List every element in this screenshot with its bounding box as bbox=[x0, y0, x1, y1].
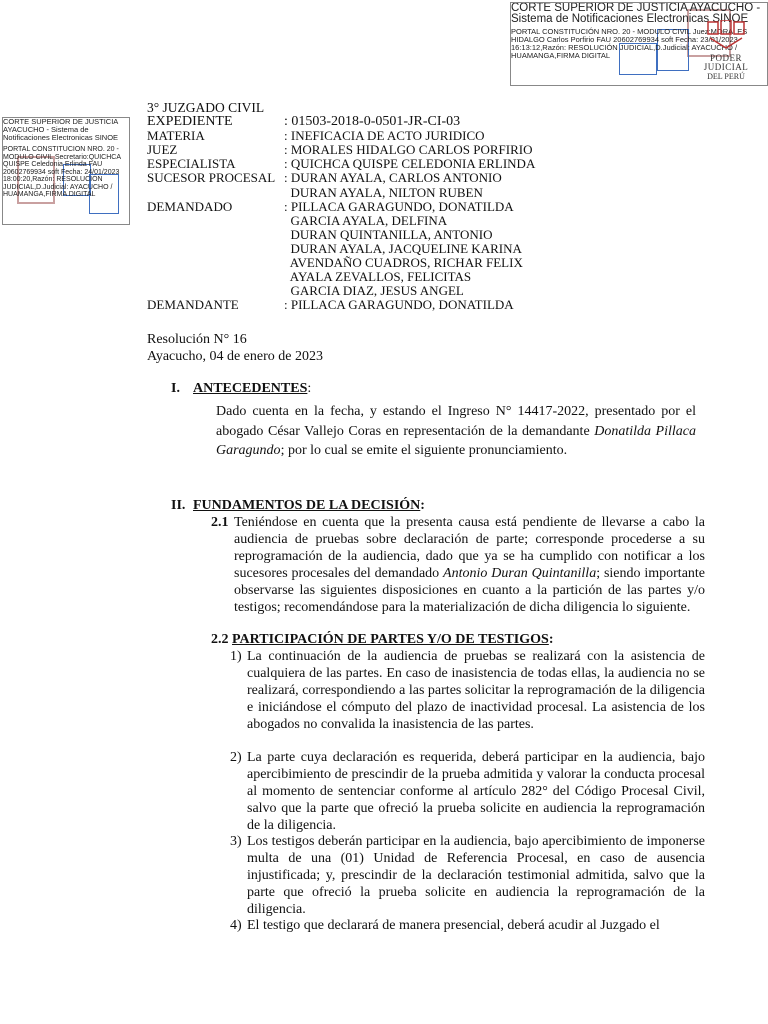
demandado-value: GARCIA DIAZ, JESUS ANGEL bbox=[284, 283, 464, 299]
defendant-name: Antonio Duran Quintanilla bbox=[443, 565, 597, 581]
demandado-value: GARCIA AYALA, DELFINA bbox=[284, 212, 448, 228]
stamp-details: PORTAL CONSTITUCIÓN NRO. 20 - MODULO CIVIL Juez:MORALES HIDALGO Carlos Porfirio FAU 20602769934 soft Fecha: 23/01/2023 16:13:12,Razón: RESOLUCIÓN JUDICIAL,D.Judicial: AYACUCHO / HUAMANGA,FIRMA DIGITAL bbox=[511, 27, 748, 60]
header-row-demandante bbox=[147, 298, 535, 312]
demandado-value: DURAN AYALA, JACQUELINE KARINA bbox=[284, 240, 522, 256]
digital-signature-stamp-judge bbox=[510, 2, 768, 86]
demandado-value: : PILLACA GARAGUNDO, DONATILDA bbox=[284, 198, 514, 214]
demandado-value: AYALA ZEVALLOS, FELICITAS bbox=[284, 269, 472, 285]
list-item: La parte cuya declaración es requerida, deberá participar en la audiencia, bajo apercibimiento de prescindir de la prueba admitida y valorar la conducta procesal al momento de sentenciar conforme al artículo 282° del Código Procesal Civil, salvo que la parte que ofreció la prueba solicite en audiencia la reprogramación de la diligencia. bbox=[247, 750, 705, 833]
resolution-place-date: Ayacucho, 04 de enero de 2023 bbox=[147, 349, 323, 364]
demandado-value: AVENDAÑO CUADROS, RICHAR FELIX bbox=[284, 255, 523, 271]
logo-text-line1: PODER JUDICIAL bbox=[703, 53, 749, 72]
juez-value: : MORALES HIDALGO CARLOS PORFIRIO bbox=[284, 142, 533, 158]
section-title: ANTECEDENTES bbox=[193, 381, 308, 396]
paragraph-number: 2.2 bbox=[211, 632, 229, 647]
court-name: 3° JUZGADO CIVIL bbox=[147, 100, 265, 115]
materia-label: MATERIA bbox=[147, 128, 205, 144]
header-row-sucesor bbox=[147, 171, 535, 185]
demandante-label: DEMANDANTE bbox=[147, 297, 239, 313]
list-item: El testigo que declarará de manera presencial, deberá acudir al Juzgado el bbox=[247, 918, 660, 933]
paragraph-2-1: Teniéndose en cuenta que la presenta causa está pendiente de llevarse a cabo la audiencia de pruebas sobre declaración de parte; corresponde procederse a su reprogramación de la audiencia, dado que ya se ha cumplido con notificar a los sucesores procesales del demandado Antonio Duran Quintanilla; siendo importante observarse las siguientes disposiciones en cuanto a la partición de las partes y/o testigos; recomendándose para la materialización de dicha diligencia lo siguiente. bbox=[234, 515, 706, 615]
section-number: I. bbox=[171, 381, 180, 396]
header-row-sucesor-cont bbox=[147, 186, 535, 200]
especialista-value: : QUICHCA QUISPE CELEDONIA ERLINDA bbox=[284, 156, 536, 172]
list-item-number: 3) bbox=[230, 834, 242, 849]
poder-judicial-logo bbox=[691, 20, 761, 81]
list-item: Los testigos deberán participar en la audiencia, bajo apercibimiento de imponerse multa de una (01) Unidad de Referencia Procesal, en caso de ausencia injustificada; y, prescindir de la declaración testimonial admitida, salvo que la parte que ofreció la prueba solicite en audiencia la reprogramación de la diligencia. bbox=[247, 834, 705, 917]
paragraph-title: PARTICIPACIÓN DE PARTES Y/O DE TESTIGOS bbox=[232, 632, 549, 647]
logo-text-line2: DEL PERÚ bbox=[707, 72, 745, 81]
section-number: II. bbox=[171, 498, 186, 513]
sucesor-value: DURAN AYALA, NILTON RUBEN bbox=[284, 184, 483, 200]
demandante-value: : PILLACA GARAGUNDO, DONATILDA bbox=[284, 297, 514, 313]
digital-signature-stamp-secretary bbox=[2, 117, 130, 225]
materia-value: : INEFICACIA DE ACTO JURIDICO bbox=[284, 128, 485, 144]
sucesor-label: SUCESOR PROCESAL bbox=[147, 170, 276, 186]
especialista-label: ESPECIALISTA bbox=[147, 156, 236, 172]
section-fundamentos-heading: II. FUNDAMENTOS DE LA DECISIÓN: bbox=[171, 498, 425, 513]
stamp-details: PORTAL CONSTITUCION NRO. 20 - MODULO CIVIL Secretario:QUICHCA QUISPE Celedonia Erlinda FAU 20602769934 soft Fecha: 24/01/2023 18:00:20,Razón: RESOLUCIÓN JUDICIAL,D.Judicial: AYACUCHO / HUAMANGA,FIRMA DIGITAL bbox=[3, 146, 121, 198]
header-row-materia bbox=[147, 129, 535, 143]
paragraph-number: 2.1 bbox=[211, 515, 229, 530]
section-antecedentes-heading: I. ANTECEDENTES: bbox=[171, 381, 312, 396]
list-item-number: 1) bbox=[230, 649, 242, 664]
resolution-block bbox=[147, 331, 323, 365]
juez-label: JUEZ bbox=[147, 142, 178, 158]
expediente-value: : 01503-2018-0-0501-JR-CI-03 bbox=[284, 114, 461, 130]
resolution-number: Resolución N° 16 bbox=[147, 332, 247, 347]
header-row-expediente bbox=[147, 115, 535, 129]
list-item-number: 4) bbox=[230, 918, 242, 933]
expediente-label: EXPEDIENTE bbox=[147, 114, 233, 130]
sucesor-value: : DURAN AYALA, CARLOS ANTONIO bbox=[284, 170, 502, 186]
list-item-number: 2) bbox=[230, 750, 242, 765]
stamp-issuer: CORTE SUPERIOR DE JUSTICIA AYACUCHO - Sistema de Notificaciones Electronicas SINOE bbox=[3, 117, 119, 142]
plaintiff-name: Donatilda Pillaca Garagundo bbox=[216, 423, 696, 458]
section-antecedentes-text: Dado cuenta en la fecha, y estando el Ingreso N° 14417-2022, presentado por el abogado César Vallejo Coras en representación de la demandante Donatilda Pillaca Garagundo; por lo cual se emite el siguiente pronunciamiento. bbox=[216, 404, 696, 458]
demandado-label: DEMANDADO bbox=[147, 198, 233, 214]
poder-judicial-emblem-icon bbox=[706, 20, 746, 50]
stamp-issuer: CORTE SUPERIOR DE JUSTICIA AYACUCHO - Sistema de Notificaciones Electronicas SINOE bbox=[511, 2, 761, 25]
header-row-demandado bbox=[147, 200, 535, 214]
demandado-value: DURAN QUINTANILLA, ANTONIO bbox=[284, 226, 493, 242]
case-header bbox=[147, 101, 535, 312]
paragraph-2-2-heading: 2.2 PARTICIPACIÓN DE PARTES Y/O DE TESTIGOS: bbox=[211, 632, 554, 647]
list-item: La continuación de la audiencia de pruebas se realizará con la asistencia de cualquiera de las partes. En caso de inasistencia de todas ellas, la audiencia no se realizará, correspondiendo a las partes solicitar la reprogramación de la diligencia e iniciándose el cómputo del plazo de inactividad procesal. La asistencia de los abogados no convalida la inasistencia de las partes. bbox=[247, 649, 705, 732]
section-title: FUNDAMENTOS DE LA DECISIÓN bbox=[193, 498, 421, 513]
header-row-especialista bbox=[147, 157, 535, 171]
header-row-juez bbox=[147, 143, 535, 157]
